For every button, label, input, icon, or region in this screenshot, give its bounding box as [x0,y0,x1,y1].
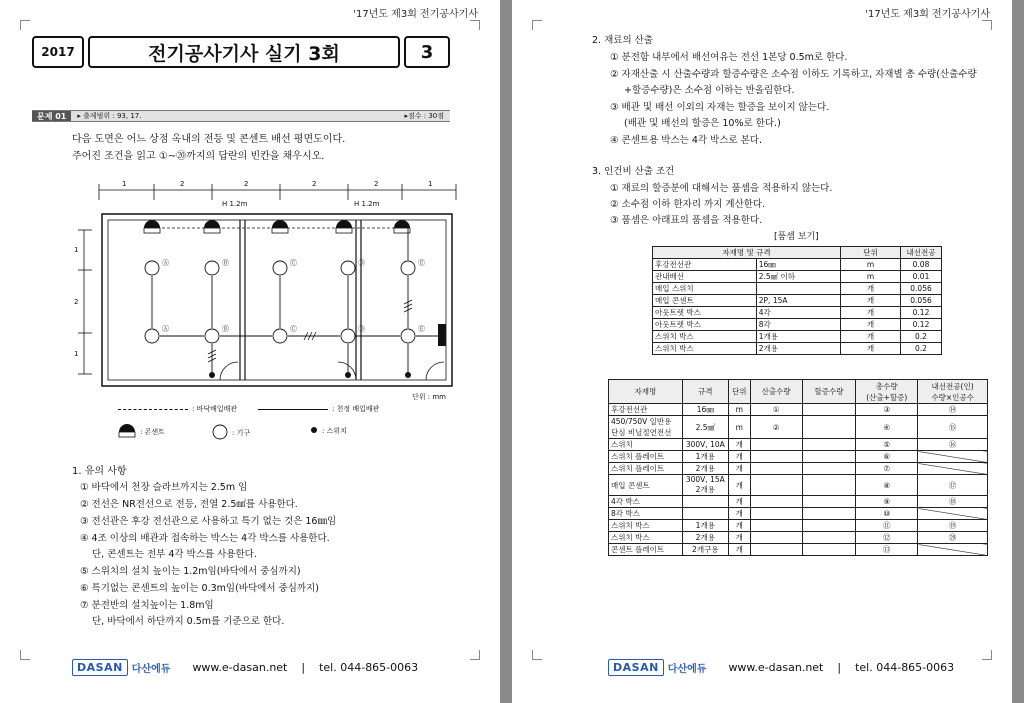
table-row [653,259,942,271]
table-cell[interactable]: ⑧ [856,475,918,496]
left-page [0,0,500,703]
title-number: 3 [404,36,450,68]
table-cell[interactable] [750,439,802,451]
table-cell: 매입 스위치 [653,283,757,295]
table-cell: 개 [728,451,750,463]
section-item: +할증수량)은 소수점 이하는 반올림한다. [624,85,795,96]
table-cell: 0.08 [901,259,942,271]
question-range: ▸ 출제범위 : 93, 17. [77,112,142,120]
table-row [609,416,988,439]
table-cell[interactable] [750,496,802,508]
footer-site[interactable]: www.e-dasan.net [192,660,288,674]
table-cell: 개 [841,307,901,319]
table-cell[interactable]: ⑪ [856,520,918,532]
table-cell: 스위치 플레이트 [609,451,683,463]
table-cell[interactable] [750,463,802,475]
table-cell[interactable]: ⑱ [918,496,988,508]
table-cell: 8각 [756,319,840,331]
question-points: ▸점수 : 30점 [404,112,444,120]
table-cell: m [841,259,901,271]
dim-label: 2 [312,180,317,188]
section-item: ① 재료의 할증분에 대해서는 품셈을 적용하지 않는다. [610,183,833,194]
note-item: 단, 바닥에서 하단까지 0.5m를 기준으로 한다. [92,616,285,627]
table-row [653,319,942,331]
floor-plan-diagram [72,178,462,418]
footer-tel: tel. 044-865-0063 [855,660,955,674]
table-cell: 개 [728,463,750,475]
section-item: ② 소수점 이하 한자리 까지 계산한다. [610,199,766,210]
table-cell[interactable]: ⑨ [856,496,918,508]
table-row [609,496,988,508]
crop-mark [532,20,542,30]
table-cell[interactable] [750,520,802,532]
table-cell[interactable] [802,520,856,532]
table-cell: 300V, 10A [682,439,728,451]
table-cell[interactable] [750,451,802,463]
running-header: '17년도 제3회 전기공사기사 [353,9,478,20]
dim-label: 2 [180,180,185,188]
table-cell[interactable]: ③ [856,404,918,416]
table-cell[interactable]: ⑯ [918,439,988,451]
table-row [609,544,988,556]
table-cell: 콘센트 플레이트 [609,544,683,556]
table-cell: 16㎜ [682,404,728,416]
table-cell: 후강전선관 [609,404,683,416]
notes-title: 1. 유의 사항 [72,466,127,477]
ptable-header: 자재명 및 규격 [653,247,841,259]
side-dim: 1 [74,350,79,358]
ptable-title: [품셈 보기] [774,232,819,242]
table-cell[interactable] [750,532,802,544]
note-item: ⑤ 스위치의 설치 높이는 1.2m임(바닥에서 중심까지) [80,566,301,577]
table-cell: 개 [841,343,901,355]
note-item: ② 전선은 NR전선으로 전등, 전열 2.5㎟를 사용한다. [80,499,298,510]
floor-plan-svg [72,178,462,418]
labor-rate-table [652,246,942,355]
table-cell[interactable] [802,544,856,556]
brand-name: 다산에듀 [131,663,171,675]
table-cell[interactable] [918,544,988,556]
table-cell[interactable]: ⑮ [918,416,988,439]
table-cell: 450/750V 일반용 단심 비닐절연전선 [609,416,683,439]
table-cell[interactable] [750,475,802,496]
table-header: 내선전공(인) 수량×인공수 [918,380,988,404]
side-dim: 2 [74,298,79,306]
section-item: ④ 콘센트용 박스는 4각 박스로 본다. [610,135,762,146]
section-title: 2. 재료의 산출 [592,35,653,46]
table-cell: 개 [841,295,901,307]
table-cell: 스위치 박스 [609,520,683,532]
table-header: 자재명 [609,380,683,404]
table-cell: 16㎜ [756,259,840,271]
table-cell[interactable] [918,508,988,520]
crop-mark [20,20,30,30]
unit-label: 단위 : mm [412,393,446,401]
table-cell[interactable] [750,544,802,556]
table-cell[interactable] [802,532,856,544]
table-cell[interactable]: ⑳ [918,532,988,544]
section-title: 3. 인건비 산출 조건 [592,166,675,177]
section-item: (배관 및 배선의 할증은 10%로 한다.) [624,118,781,129]
brand-name: 다산에듀 [667,663,707,675]
table-cell[interactable]: ⑭ [918,404,988,416]
dim-label: 2 [244,180,249,188]
table-cell[interactable] [918,451,988,463]
light-fixture-icon [212,424,228,442]
dim-label: 2 [374,180,379,188]
table-row [653,283,942,295]
prompt-line: 다음 도면은 어느 상점 옥내의 전등 및 콘센트 배선 평면도이다. [72,134,346,145]
table-row [653,331,942,343]
dashed-line-sample [118,409,188,410]
switch-icon [310,426,318,436]
table-cell[interactable] [802,496,856,508]
table-cell[interactable]: ⑩ [856,508,918,520]
table-header: 총수량 (산출+할증) [856,380,918,404]
table-cell [682,508,728,520]
section-item: ① 분전함 내부에서 배선여유는 전선 1본당 0.5m로 한다. [610,52,848,63]
table-cell: 개 [728,439,750,451]
table-cell: 0.12 [901,307,942,319]
table-cell [756,283,840,295]
lamp-mark: Ⓐ [162,325,169,333]
legend-outlet: : 콘센트 [118,424,165,440]
table-cell: 관내배선 [653,271,757,283]
crop-mark [470,20,480,30]
table-cell: 매입 콘센트 [609,475,683,496]
table-cell: m [841,271,901,283]
table-cell: 2개구용 [682,544,728,556]
table-cell: 300V, 15A 2개용 [682,475,728,496]
lamp-mark: Ⓐ [162,259,169,267]
table-cell: 개 [728,475,750,496]
lamp-mark: Ⓒ [290,325,297,333]
table-cell: 개 [728,520,750,532]
table-row [653,295,942,307]
table-row [609,451,988,463]
footer [72,655,472,679]
table-header: 산출수량 [750,380,802,404]
table-row [609,475,988,496]
table-cell: 0.2 [901,331,942,343]
table-cell: 개 [841,331,901,343]
crop-mark [982,20,992,30]
footer-sep: | [837,660,842,674]
table-row [609,532,988,544]
table-row [609,404,988,416]
table-cell: 개 [728,532,750,544]
table-cell[interactable]: ⑰ [918,475,988,496]
table-cell: m [728,416,750,439]
section-item: ③ 품셈은 아래표의 품셈을 적용한다. [610,215,763,226]
legend-ceiling-pipe: : 천정 배입배관 [258,404,379,414]
footer-tel: tel. 044-865-0063 [319,660,419,674]
ptable-header: 단위 [841,247,901,259]
table-cell[interactable]: ② [750,416,802,439]
table-cell: 스위치 박스 [653,343,757,355]
footer-site[interactable]: www.e-dasan.net [728,660,824,674]
lamp-mark: Ⓓ [358,259,365,267]
prompt-line: 주어진 조건을 읽고 ①~⑳까지의 답란의 빈칸을 채우시오. [72,151,325,162]
table-cell[interactable] [750,508,802,520]
table-cell: 스위치 [609,439,683,451]
table-cell: 개 [728,508,750,520]
lamp-mark: Ⓑ [222,325,229,333]
table-cell: 1개용 [682,451,728,463]
question-bar [32,110,450,122]
table-cell[interactable]: ⑲ [918,520,988,532]
ptable-header: 내선전공 [901,247,942,259]
table-row [609,508,988,520]
table-cell: 아웃트렛 박스 [653,319,757,331]
table-cell: 아웃트렛 박스 [653,307,757,319]
note-item: ④ 4조 이상의 배관과 접속하는 박스는 4각 박스를 사용한다. [80,533,330,544]
table-cell: 2P, 15A [756,295,840,307]
table-cell[interactable] [802,404,856,416]
dasan-logo: DASAN [608,659,664,676]
table-cell[interactable] [802,463,856,475]
dim-label: 1 [428,180,433,188]
table-cell: 0.12 [901,319,942,331]
table-row [609,439,988,451]
table-cell[interactable]: ⑫ [856,532,918,544]
lamp-mark: Ⓓ [358,325,365,333]
page-title: 전기공사기사 실기 3회 [88,36,400,68]
table-cell: 8각 박스 [609,508,683,520]
lamp-mark: Ⓔ [418,259,425,267]
crop-mark [532,650,542,660]
legend-light: : 기구 [212,424,250,442]
table-cell[interactable]: ⑬ [856,544,918,556]
lamp-mark: Ⓑ [222,259,229,267]
table-cell: 2.5㎟ 이하 [756,271,840,283]
table-cell[interactable]: ⑥ [856,451,918,463]
running-header: '17년도 제3회 전기공사기사 [865,9,990,20]
footer-sep: | [301,660,306,674]
footer [608,655,1008,679]
crop-mark [20,650,30,660]
legend-switch: : 스위치 [310,426,347,436]
note-item: 단, 콘센트는 전부 4각 박스를 사용한다. [92,549,257,560]
table-row [653,271,942,283]
table-row [609,463,988,475]
table-cell: 2개용 [682,463,728,475]
table-row [653,343,942,355]
table-cell: 2개용 [756,343,840,355]
title-year: 2017 [32,36,84,68]
table-cell[interactable] [802,451,856,463]
table-cell[interactable] [802,475,856,496]
table-cell: 0.056 [901,295,942,307]
table-cell: 0.01 [901,271,942,283]
table-cell: 0.056 [901,283,942,295]
table-cell[interactable]: ④ [856,416,918,439]
height-mark: H 1.2m [222,200,248,208]
section-item: ② 자재산출 시 산출수량과 할증수량은 소수점 이하도 기록하고, 자재별 총 수량(산출수량 [610,69,977,80]
table-cell: 개 [841,283,901,295]
table-cell: 후강전선관 [653,259,757,271]
table-cell: 4각 [756,307,840,319]
dim-label: 1 [122,180,127,188]
table-cell: 스위치 박스 [609,532,683,544]
table-cell: 0.2 [901,343,942,355]
table-cell: m [728,404,750,416]
table-cell: 2.5㎟ [682,416,728,439]
height-mark: H 1.2m [354,200,380,208]
legend-floor-pipe: : 바닥배입배관 [118,404,237,414]
table-row [653,307,942,319]
table-cell[interactable]: ⑦ [856,463,918,475]
question-label: 문제 01 [32,111,71,121]
table-cell: 2개용 [682,532,728,544]
table-cell[interactable]: ① [750,404,802,416]
table-cell: 1개용 [682,520,728,532]
title-bar [32,36,450,68]
lamp-mark: Ⓒ [290,259,297,267]
answer-table [608,379,988,556]
table-cell: 개 [728,544,750,556]
table-cell: 스위치 플레이트 [609,463,683,475]
side-dim: 1 [74,246,79,254]
dasan-logo: DASAN [72,659,128,676]
table-cell[interactable] [802,416,856,439]
table-row [609,520,988,532]
note-item: ① 바닥에서 천장 슬라브까지는 2.5m 임 [80,482,248,493]
table-cell: 매입 콘센트 [653,295,757,307]
table-header: 단위 [728,380,750,404]
table-header: 할증수량 [802,380,856,404]
outlet-icon [118,424,136,440]
note-item: ⑥ 특기없는 콘센트의 높이는 0.3m임(바닥에서 중심까지) [80,583,319,594]
solid-line-sample [258,409,328,410]
note-item: ⑦ 분전반의 설치높이는 1.8m임 [80,600,214,611]
table-cell: 개 [728,496,750,508]
table-cell: 스위치 박스 [653,331,757,343]
table-cell [682,496,728,508]
right-page [512,0,1012,703]
table-header: 규격 [682,380,728,404]
table-cell: 개 [841,319,901,331]
table-cell[interactable] [802,508,856,520]
table-cell[interactable] [918,463,988,475]
section-item: ③ 배관 및 배선 이외의 자재는 할증을 보이지 않는다. [610,102,830,113]
table-cell: 1개용 [756,331,840,343]
lamp-mark: Ⓔ [418,325,425,333]
note-item: ③ 전선관은 후강 전선관으로 사용하고 특기 없는 것은 16㎜임 [80,516,337,527]
table-cell: 4각 박스 [609,496,683,508]
table-cell[interactable]: ⑤ [856,439,918,451]
table-cell[interactable] [802,439,856,451]
